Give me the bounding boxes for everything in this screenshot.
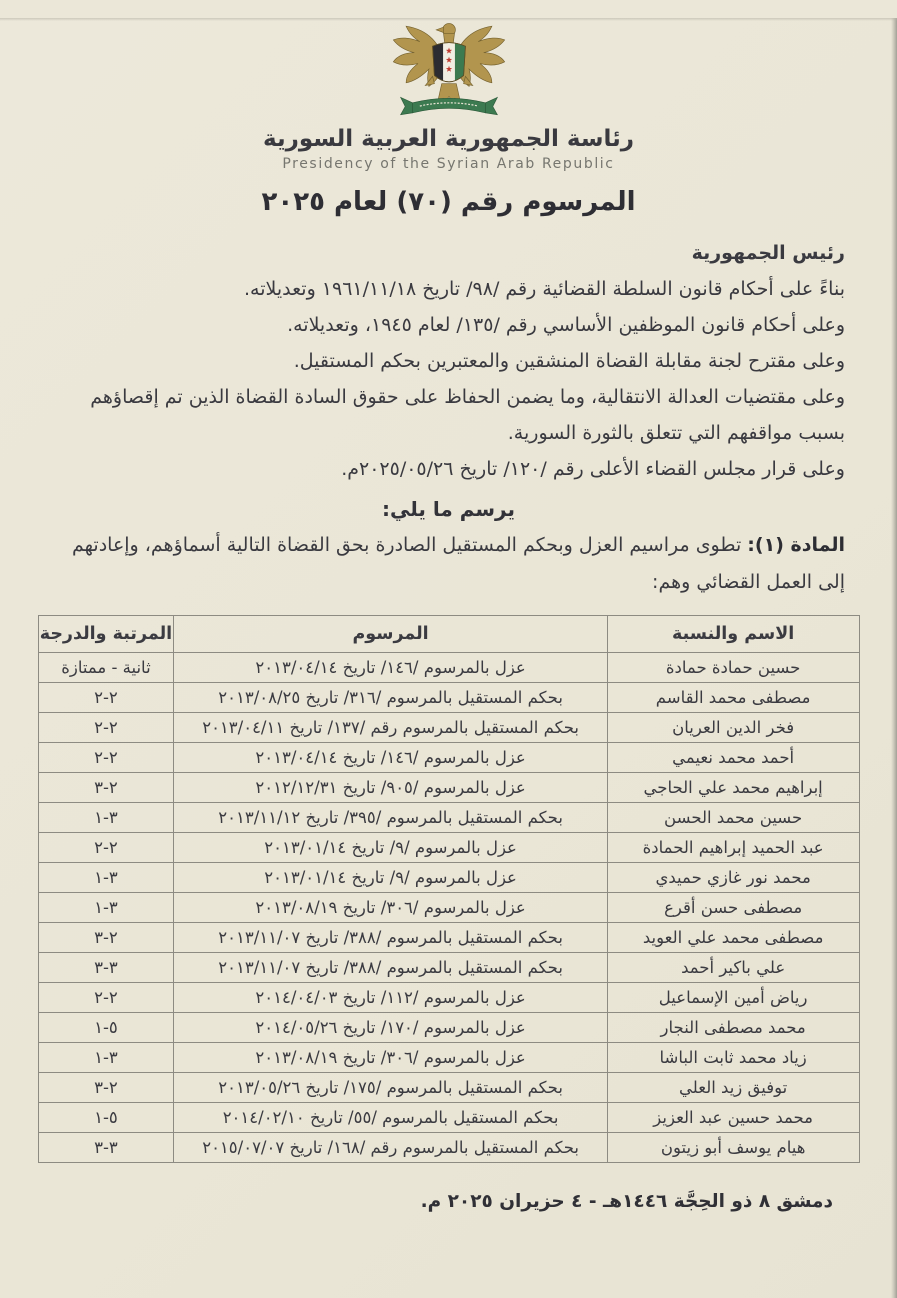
judges-table <box>38 615 860 1163</box>
table-row <box>38 983 859 1013</box>
decree-reference-cell: بحكم المستقيل بالمرسوم /٣١٦/ تاريخ ٢٠١٣/٠٨/٢٥ <box>174 683 607 713</box>
decree-document-page <box>0 18 897 1298</box>
table-row <box>38 953 859 983</box>
judge-name-cell: محمد نور غازي حميدي <box>607 863 859 893</box>
decree-reference-cell: عزل بالمرسوم /٩٠٥/ تاريخ ٢٠١٢/١٢/٣١ <box>174 773 607 803</box>
column-header-rank: المرتبة والدرجة <box>38 616 174 653</box>
rank-grade-cell: ثانية - ممتازة <box>38 653 174 683</box>
table-header-row <box>38 616 859 653</box>
rank-grade-cell: ٢-٢ <box>38 983 174 1013</box>
decree-reference-cell: بحكم المستقيل بالمرسوم /١٧٥/ تاريخ ٢٠١٣/٠٥/٢٦ <box>174 1073 607 1103</box>
table-row <box>38 683 859 713</box>
preamble-section <box>60 235 845 487</box>
judge-name-cell: علي باكير أحمد <box>607 953 859 983</box>
table-row <box>38 1103 859 1133</box>
table-row <box>38 923 859 953</box>
preamble-opening: رئيس الجمهورية <box>691 242 845 264</box>
decree-reference-cell: بحكم المستقيل بالمرسوم /٣٨٨/ تاريخ ٢٠١٣/١١/٠٧ <box>174 953 607 983</box>
judge-name-cell: محمد مصطفى النجار <box>607 1013 859 1043</box>
table-row <box>38 1043 859 1073</box>
rank-grade-cell: ٣-٣ <box>38 953 174 983</box>
rank-grade-cell: ٥-١ <box>38 1103 174 1133</box>
preamble-clause-4: وعلى مقتضيات العدالة الانتقالية، وما يضمن الحفاظ على حقوق السادة القضاة الذين تم إقصاؤهم بسبب مواقفهم التي تتعلق بالثورة السورية. <box>90 386 845 444</box>
preamble-clause-2: وعلى أحكام قانون الموظفين الأساسي رقم /١٣٥/ لعام ١٩٤٥، وتعديلاته. <box>287 314 845 336</box>
syrian-eagle-emblem <box>385 18 513 122</box>
rank-grade-cell: ٣-١ <box>38 803 174 833</box>
judge-name-cell: إبراهيم محمد علي الحاجي <box>607 773 859 803</box>
presidency-title-arabic: رئاسة الجمهورية العربية السورية <box>263 126 634 152</box>
decree-reference-cell: بحكم المستقيل بالمرسوم /٣٨٨/ تاريخ ٢٠١٣/١١/٠٧ <box>174 923 607 953</box>
judge-name-cell: توفيق زيد العلي <box>607 1073 859 1103</box>
rank-grade-cell: ٣-٣ <box>38 1133 174 1163</box>
judge-name-cell: مصطفى حسن أقرع <box>607 893 859 923</box>
rank-grade-cell: ٢-٣ <box>38 923 174 953</box>
judge-name-cell: مصطفى محمد القاسم <box>607 683 859 713</box>
decree-reference-cell: عزل بالمرسوم /١٤٦/ تاريخ ٢٠١٣/٠٤/١٤ <box>174 653 607 683</box>
judge-name-cell: عبد الحميد إبراهيم الحمادة <box>607 833 859 863</box>
article-1-paragraph <box>60 527 845 601</box>
table-row <box>38 713 859 743</box>
rank-grade-cell: ٢-٢ <box>38 713 174 743</box>
table-row <box>38 893 859 923</box>
decree-reference-cell: بحكم المستقيل بالمرسوم رقم /١٣٧/ تاريخ ٢٠١٣/٠٤/١١ <box>174 713 607 743</box>
decree-reference-cell: عزل بالمرسوم /٩/ تاريخ ٢٠١٣/٠١/١٤ <box>174 833 607 863</box>
decree-reference-cell: بحكم المستقيل بالمرسوم رقم /١٦٨/ تاريخ ٢٠١٥/٠٧/٠٧ <box>174 1133 607 1163</box>
decree-reference-cell: عزل بالمرسوم /٣٠٦/ تاريخ ٢٠١٣/٠٨/١٩ <box>174 893 607 923</box>
decree-reference-cell: عزل بالمرسوم /٣٠٦/ تاريخ ٢٠١٣/٠٨/١٩ <box>174 1043 607 1073</box>
table-row <box>38 653 859 683</box>
preamble-clause-5: وعلى قرار مجلس القضاء الأعلى رقم /١٢٠/ تاريخ ٢٠٢٥/٠٥/٢٦م. <box>341 458 845 480</box>
judge-name-cell: حسين محمد الحسن <box>607 803 859 833</box>
judge-name-cell: زياد محمد ثابت الباشا <box>607 1043 859 1073</box>
preamble-clause-3: وعلى مقترح لجنة مقابلة القضاة المنشقين والمعتبرين بحكم المستقيل. <box>293 350 845 372</box>
judge-name-cell: هيام يوسف أبو زيتون <box>607 1133 859 1163</box>
rank-grade-cell: ٣-١ <box>38 863 174 893</box>
column-header-decree: المرسوم <box>174 616 607 653</box>
judge-name-cell: حسين حمادة حمادة <box>607 653 859 683</box>
table-row <box>38 743 859 773</box>
judge-name-cell: رياض أمين الإسماعيل <box>607 983 859 1013</box>
scan-edge-shadow <box>891 18 897 1298</box>
table-row <box>38 1073 859 1103</box>
date-line: دمشق ٨ ذو الحِجَّة ١٤٤٦هـ - ٤ حزيران ٢٠٢٥ م. <box>420 1191 833 1212</box>
rank-grade-cell: ٢-٢ <box>38 683 174 713</box>
table-row <box>38 833 859 863</box>
document-header <box>0 18 897 217</box>
decree-reference-cell: بحكم المستقيل بالمرسوم /٣٩٥/ تاريخ ٢٠١٣/١١/١٢ <box>174 803 607 833</box>
presidency-title-english: Presidency of the Syrian Arab Republic <box>282 156 615 172</box>
decree-reference-cell: عزل بالمرسوم /١٤٦/ تاريخ ٢٠١٣/٠٤/١٤ <box>174 743 607 773</box>
rank-grade-cell: ٢-٢ <box>38 833 174 863</box>
decree-reference-cell: بحكم المستقيل بالمرسوم /٥٥/ تاريخ ٢٠١٤/٠٢/١٠ <box>174 1103 607 1133</box>
table-row <box>38 803 859 833</box>
rank-grade-cell: ٣-١ <box>38 1043 174 1073</box>
decree-reference-cell: عزل بالمرسوم /١١٢/ تاريخ ٢٠١٤/٠٤/٠٣ <box>174 983 607 1013</box>
article-1-text: تطوى مراسيم العزل وبحكم المستقيل الصادرة بحق القضاة التالية أسماؤهم، وإعادتهم إلى العمل القضائي وهم: <box>72 534 845 593</box>
column-header-name: الاسم والنسبة <box>607 616 859 653</box>
rank-grade-cell: ٥-١ <box>38 1013 174 1043</box>
enactment-clause: يرسم ما يلي: <box>381 497 516 521</box>
rank-grade-cell: ٢-٢ <box>38 743 174 773</box>
judge-name-cell: أحمد محمد نعيمي <box>607 743 859 773</box>
preamble-clause-1: بناءً على أحكام قانون السلطة القضائية رقم /٩٨/ تاريخ ١٩٦١/١١/١٨ وتعديلاته. <box>244 278 845 300</box>
table-row <box>38 1013 859 1043</box>
rank-grade-cell: ٢-٣ <box>38 1073 174 1103</box>
rank-grade-cell: ٣-١ <box>38 893 174 923</box>
table-row <box>38 773 859 803</box>
judge-name-cell: فخر الدين العريان <box>607 713 859 743</box>
rank-grade-cell: ٢-٣ <box>38 773 174 803</box>
table-row <box>38 863 859 893</box>
scan-edge-shadow-top <box>0 18 897 21</box>
decree-title: المرسوم رقم (٧٠) لعام ٢٠٢٥ <box>261 187 636 217</box>
judge-name-cell: مصطفى محمد علي العويد <box>607 923 859 953</box>
article-1-label: المادة (١): <box>747 534 845 556</box>
decree-reference-cell: عزل بالمرسوم /١٧٠/ تاريخ ٢٠١٤/٠٥/٢٦ <box>174 1013 607 1043</box>
judge-name-cell: محمد حسين عبد العزيز <box>607 1103 859 1133</box>
table-row <box>38 1133 859 1163</box>
decree-reference-cell: عزل بالمرسوم /٩/ تاريخ ٢٠١٣/٠١/١٤ <box>174 863 607 893</box>
judges-table-body <box>38 653 859 1163</box>
